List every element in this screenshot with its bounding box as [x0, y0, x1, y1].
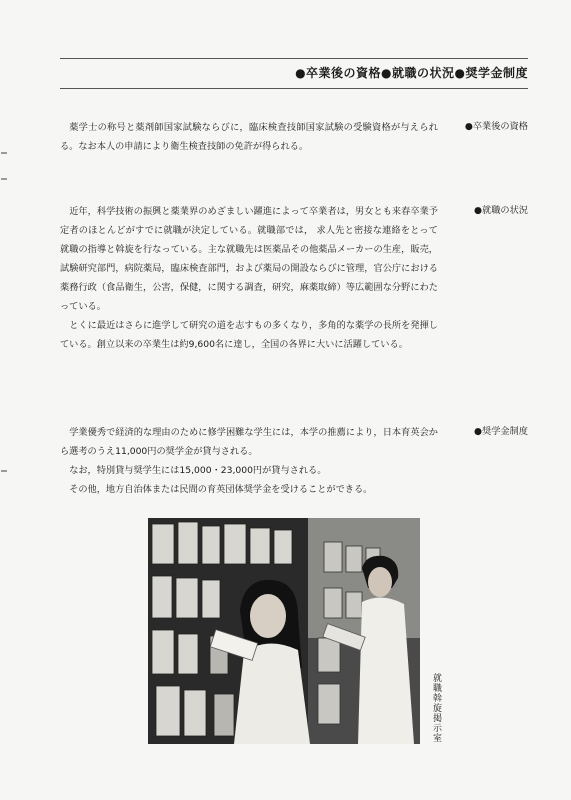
career-room-photo	[148, 518, 420, 744]
section-scholarship	[60, 423, 438, 499]
header-nav: ●卒業後の資格●就職の状況●奨学金制度	[295, 66, 528, 80]
section-employment	[60, 202, 438, 354]
header-rule-bottom	[60, 88, 528, 89]
section-paragraph: 薬学士の称号と薬剤師国家試験ならびに，臨床検査技師国家試験の受験資格が与えられる。なお本人の申請により衛生検査技師の免許が得られる。	[60, 122, 438, 152]
section-paragraph: その他，地方自治体または民間の育英団体奨学金を受けることができる。	[69, 484, 373, 495]
header-rule-top	[60, 58, 528, 59]
section-paragraph: とくに最近はさらに進学して研究の道を志すもの多くなり，多角的な薬学の長所を発揮している。創立以来の卒業生は約9,600名に達し，全国の各界に大いに活躍している。	[60, 320, 438, 350]
margin-mark	[1, 470, 7, 472]
section-paragraph: なお，特別貸与奨学生には15,000・23,000円が貸与される。	[69, 465, 327, 476]
section-qualifications	[60, 118, 438, 156]
side-label-scholarship: ●奨学金制度	[474, 426, 528, 437]
photo-caption: 就職斡旋掲示室	[431, 673, 441, 743]
side-label-qualifications: ●卒業後の資格	[464, 121, 528, 132]
side-label-employment: ●就職の状況	[474, 205, 528, 216]
margin-mark	[1, 152, 7, 154]
section-paragraph: 学業優秀で経済的な理由のために修学困難な学生には，本学の推薦により，日本育英会から選考のうえ11,000円の奨学金が貸与される。	[60, 427, 438, 457]
margin-mark	[1, 178, 7, 180]
section-paragraph: 近年，科学技術の振興と薬業界のめざましい躍進によって卒業者は，男女とも来春卒業予定者のほとんどがすでに就職が決定している。就職部では， 求人先と密接な連絡をとって就職の指導と斡旋を行なっている。主な就職先は医薬品その他薬品メーカーの生産，販売，試験研究部門，病院薬局，臨床検査部門，および薬局の開設ならびに管理，官公庁における薬務行政（食品衛生，公害，保健，に関する調査，研究，麻薬取締）等広範囲な分野にわたっている。	[60, 206, 438, 312]
